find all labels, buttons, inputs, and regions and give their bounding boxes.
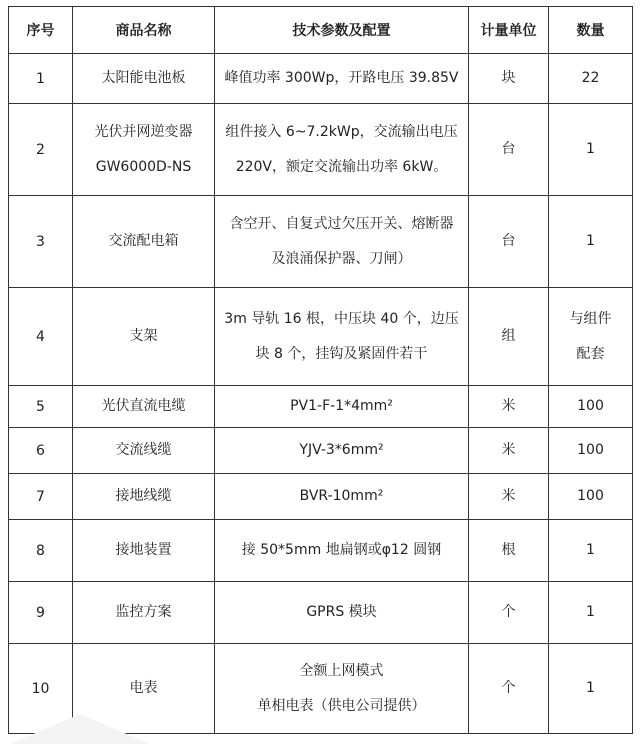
cell-unit — [469, 54, 549, 104]
cell-name — [73, 288, 215, 386]
cell-unit — [469, 196, 549, 288]
cell-spec — [215, 386, 469, 428]
cell-name-line: 交流线缆 — [115, 442, 172, 458]
cell-spec-line: 单相电表（供电公司提供） — [257, 697, 426, 714]
cell-name-line: 交流配电箱 — [108, 233, 179, 249]
cell-name — [73, 474, 215, 520]
cell-qty — [549, 386, 633, 428]
cell-spec-line: 全额上网模式 — [299, 662, 384, 679]
cell-unit — [469, 582, 549, 644]
header-unit: 计量单位 — [469, 7, 549, 54]
cell-qty-line: 100 — [577, 442, 604, 458]
cell-spec-line: 峰值功率 300Wp，开路电压 39.85V — [224, 70, 459, 86]
cell-qty — [549, 54, 633, 104]
cell-name — [73, 428, 215, 474]
cell-unit — [469, 428, 549, 474]
cell-name-line: 光伏并网逆变器 — [94, 123, 193, 140]
header-no: 序号 — [9, 7, 73, 54]
cell-qty-line: 100 — [577, 398, 604, 414]
cell-no: 9 — [9, 582, 73, 644]
cell-name — [73, 582, 215, 644]
cell-unit — [469, 520, 549, 582]
cell-name — [73, 520, 215, 582]
cell-unit-line: 块 — [501, 70, 516, 86]
cell-no: 7 — [9, 474, 73, 520]
header-name: 商品名称 — [73, 7, 215, 54]
cell-qty — [549, 644, 633, 734]
cell-unit-line: 组 — [501, 328, 516, 344]
cell-spec — [215, 104, 469, 196]
cell-spec-line: GPRS 模块 — [306, 604, 377, 620]
cell-unit — [469, 288, 549, 386]
cell-qty-line: 与组件 — [569, 310, 612, 327]
cell-no: 8 — [9, 520, 73, 582]
table-row — [9, 196, 633, 288]
cell-spec-line: PV1-F-1*4mm² — [290, 398, 393, 414]
equipment-table — [8, 6, 633, 734]
cell-qty-line: 100 — [577, 488, 604, 504]
cell-name — [73, 196, 215, 288]
table-row — [9, 104, 633, 196]
cell-qty — [549, 474, 633, 520]
table-header-row — [9, 7, 633, 54]
cell-no: 6 — [9, 428, 73, 474]
cell-spec-line: 组件接入 6~7.2kWp，交流输出电压 — [225, 123, 458, 140]
cell-spec-line: 块 8 个，挂钩及紧固件若干 — [255, 345, 428, 362]
cell-spec-line: 3m 导轨 16 根，中压块 40 个，边压 — [224, 310, 459, 327]
cell-unit-line: 根 — [501, 542, 516, 558]
cell-name — [73, 386, 215, 428]
table-row — [9, 582, 633, 644]
cell-name — [73, 104, 215, 196]
cell-spec-line: BVR-10mm² — [299, 488, 384, 504]
cell-qty-line: 1 — [586, 141, 595, 157]
cell-name-line: 接地线缆 — [115, 488, 172, 504]
cell-spec-line: 及浪涌保护器、刀闸） — [271, 250, 412, 267]
cell-no: 3 — [9, 196, 73, 288]
cell-unit-line: 米 — [501, 442, 516, 458]
table-row — [9, 288, 633, 386]
watermark-corner — [10, 714, 150, 744]
cell-name — [73, 54, 215, 104]
cell-unit — [469, 386, 549, 428]
cell-unit-line: 台 — [501, 233, 516, 249]
cell-spec — [215, 54, 469, 104]
cell-unit-line: 个 — [501, 604, 516, 620]
cell-unit-line: 米 — [501, 488, 516, 504]
cell-qty-line: 1 — [586, 542, 595, 558]
cell-spec-line: 接 50*5mm 地扁钢或φ12 圆钢 — [241, 542, 442, 558]
cell-spec-line: 含空开、自复式过欠压开关、熔断器 — [229, 215, 454, 232]
cell-qty-line: 1 — [586, 233, 595, 249]
cell-no: 4 — [9, 288, 73, 386]
cell-no: 5 — [9, 386, 73, 428]
cell-name-line: 电表 — [129, 680, 158, 696]
cell-qty-line: 配套 — [576, 345, 605, 362]
table-body — [9, 54, 633, 734]
cell-spec — [215, 196, 469, 288]
cell-qty-line: 1 — [586, 604, 595, 620]
cell-spec — [215, 288, 469, 386]
cell-name-line: 光伏直流电缆 — [101, 398, 186, 414]
header-spec: 技术参数及配置 — [215, 7, 469, 54]
cell-name-line: 监控方案 — [115, 604, 172, 620]
cell-qty — [549, 196, 633, 288]
table-row — [9, 474, 633, 520]
cell-name-line: 接地装置 — [115, 542, 172, 558]
cell-spec — [215, 428, 469, 474]
cell-qty-line: 22 — [581, 70, 600, 86]
cell-name-line: GW6000D-NS — [95, 158, 192, 175]
cell-qty — [549, 582, 633, 644]
cell-unit-line: 个 — [501, 680, 516, 696]
cell-unit-line: 台 — [501, 141, 516, 157]
cell-qty-line: 1 — [586, 680, 595, 696]
cell-unit — [469, 104, 549, 196]
header-qty: 数量 — [549, 7, 633, 54]
cell-qty — [549, 428, 633, 474]
cell-unit-line: 米 — [501, 398, 516, 414]
cell-name-line: 支架 — [129, 328, 158, 344]
cell-spec — [215, 582, 469, 644]
cell-no: 2 — [9, 104, 73, 196]
cell-spec — [215, 474, 469, 520]
table-row — [9, 520, 633, 582]
table-row — [9, 428, 633, 474]
table-row — [9, 386, 633, 428]
cell-unit — [469, 474, 549, 520]
cell-spec-line: YJV-3*6mm² — [299, 442, 384, 458]
table-row — [9, 54, 633, 104]
cell-qty — [549, 104, 633, 196]
cell-qty — [549, 288, 633, 386]
cell-qty — [549, 520, 633, 582]
cell-spec-line: 220V，额定交流输出功率 6kW。 — [235, 158, 448, 175]
cell-spec — [215, 520, 469, 582]
cell-no: 10 — [9, 644, 73, 734]
cell-name-line: 太阳能电池板 — [101, 70, 186, 86]
cell-unit — [469, 644, 549, 734]
cell-no: 1 — [9, 54, 73, 104]
cell-spec — [215, 644, 469, 734]
